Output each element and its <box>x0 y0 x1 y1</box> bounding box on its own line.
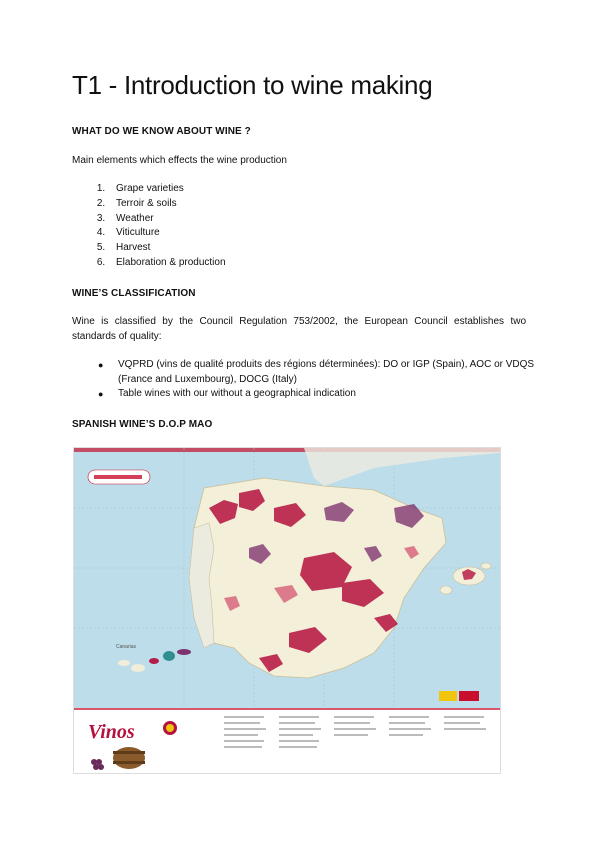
list-item: 1. Grape varieties <box>108 182 226 197</box>
list-item: ● Table wines with our without a geographical indication <box>108 387 562 402</box>
section-heading-about-wine: WHAT DO WE KNOW ABOUT WINE ? <box>72 126 251 137</box>
quality-standards-list <box>72 358 562 402</box>
canary-islands-label: Canarias <box>116 644 137 650</box>
classification-paragraph: Wine is classified by the Council Regulation 753/2002, the European Council establishes two standards of quality: <box>72 316 526 342</box>
list-item: 3. Weather <box>108 212 226 227</box>
list-item: ● VQPRD (vins de qualité produits des régions déterminées): DO or IGP (Spain), AOC or VDQS (France and Luxembourg), DOCG (Italy) <box>98 359 535 385</box>
section-heading-spanish-dop: SPANISH WINE’S D.O.P MAO <box>72 419 213 430</box>
svg-text:Vinos: Vinos <box>88 721 135 743</box>
list-item: 6. Elaboration & production <box>108 256 226 271</box>
section-heading-classification: WINE’S CLASSIFICATION <box>72 288 196 299</box>
list-item: 4. Viticulture <box>108 226 226 241</box>
bullet-icon: ● <box>98 360 104 370</box>
bullet-icon: ● <box>98 389 104 399</box>
list-item: 5. Harvest <box>108 241 226 256</box>
production-elements-list <box>72 182 226 271</box>
list-item: 2. Terroir & soils <box>108 197 226 212</box>
intro-text: Main elements which effects the wine production <box>72 155 287 166</box>
spain-wine-map <box>73 447 501 774</box>
page-title: T1 - Introduction to wine making <box>72 70 433 100</box>
wine-map-illustration <box>74 448 500 773</box>
